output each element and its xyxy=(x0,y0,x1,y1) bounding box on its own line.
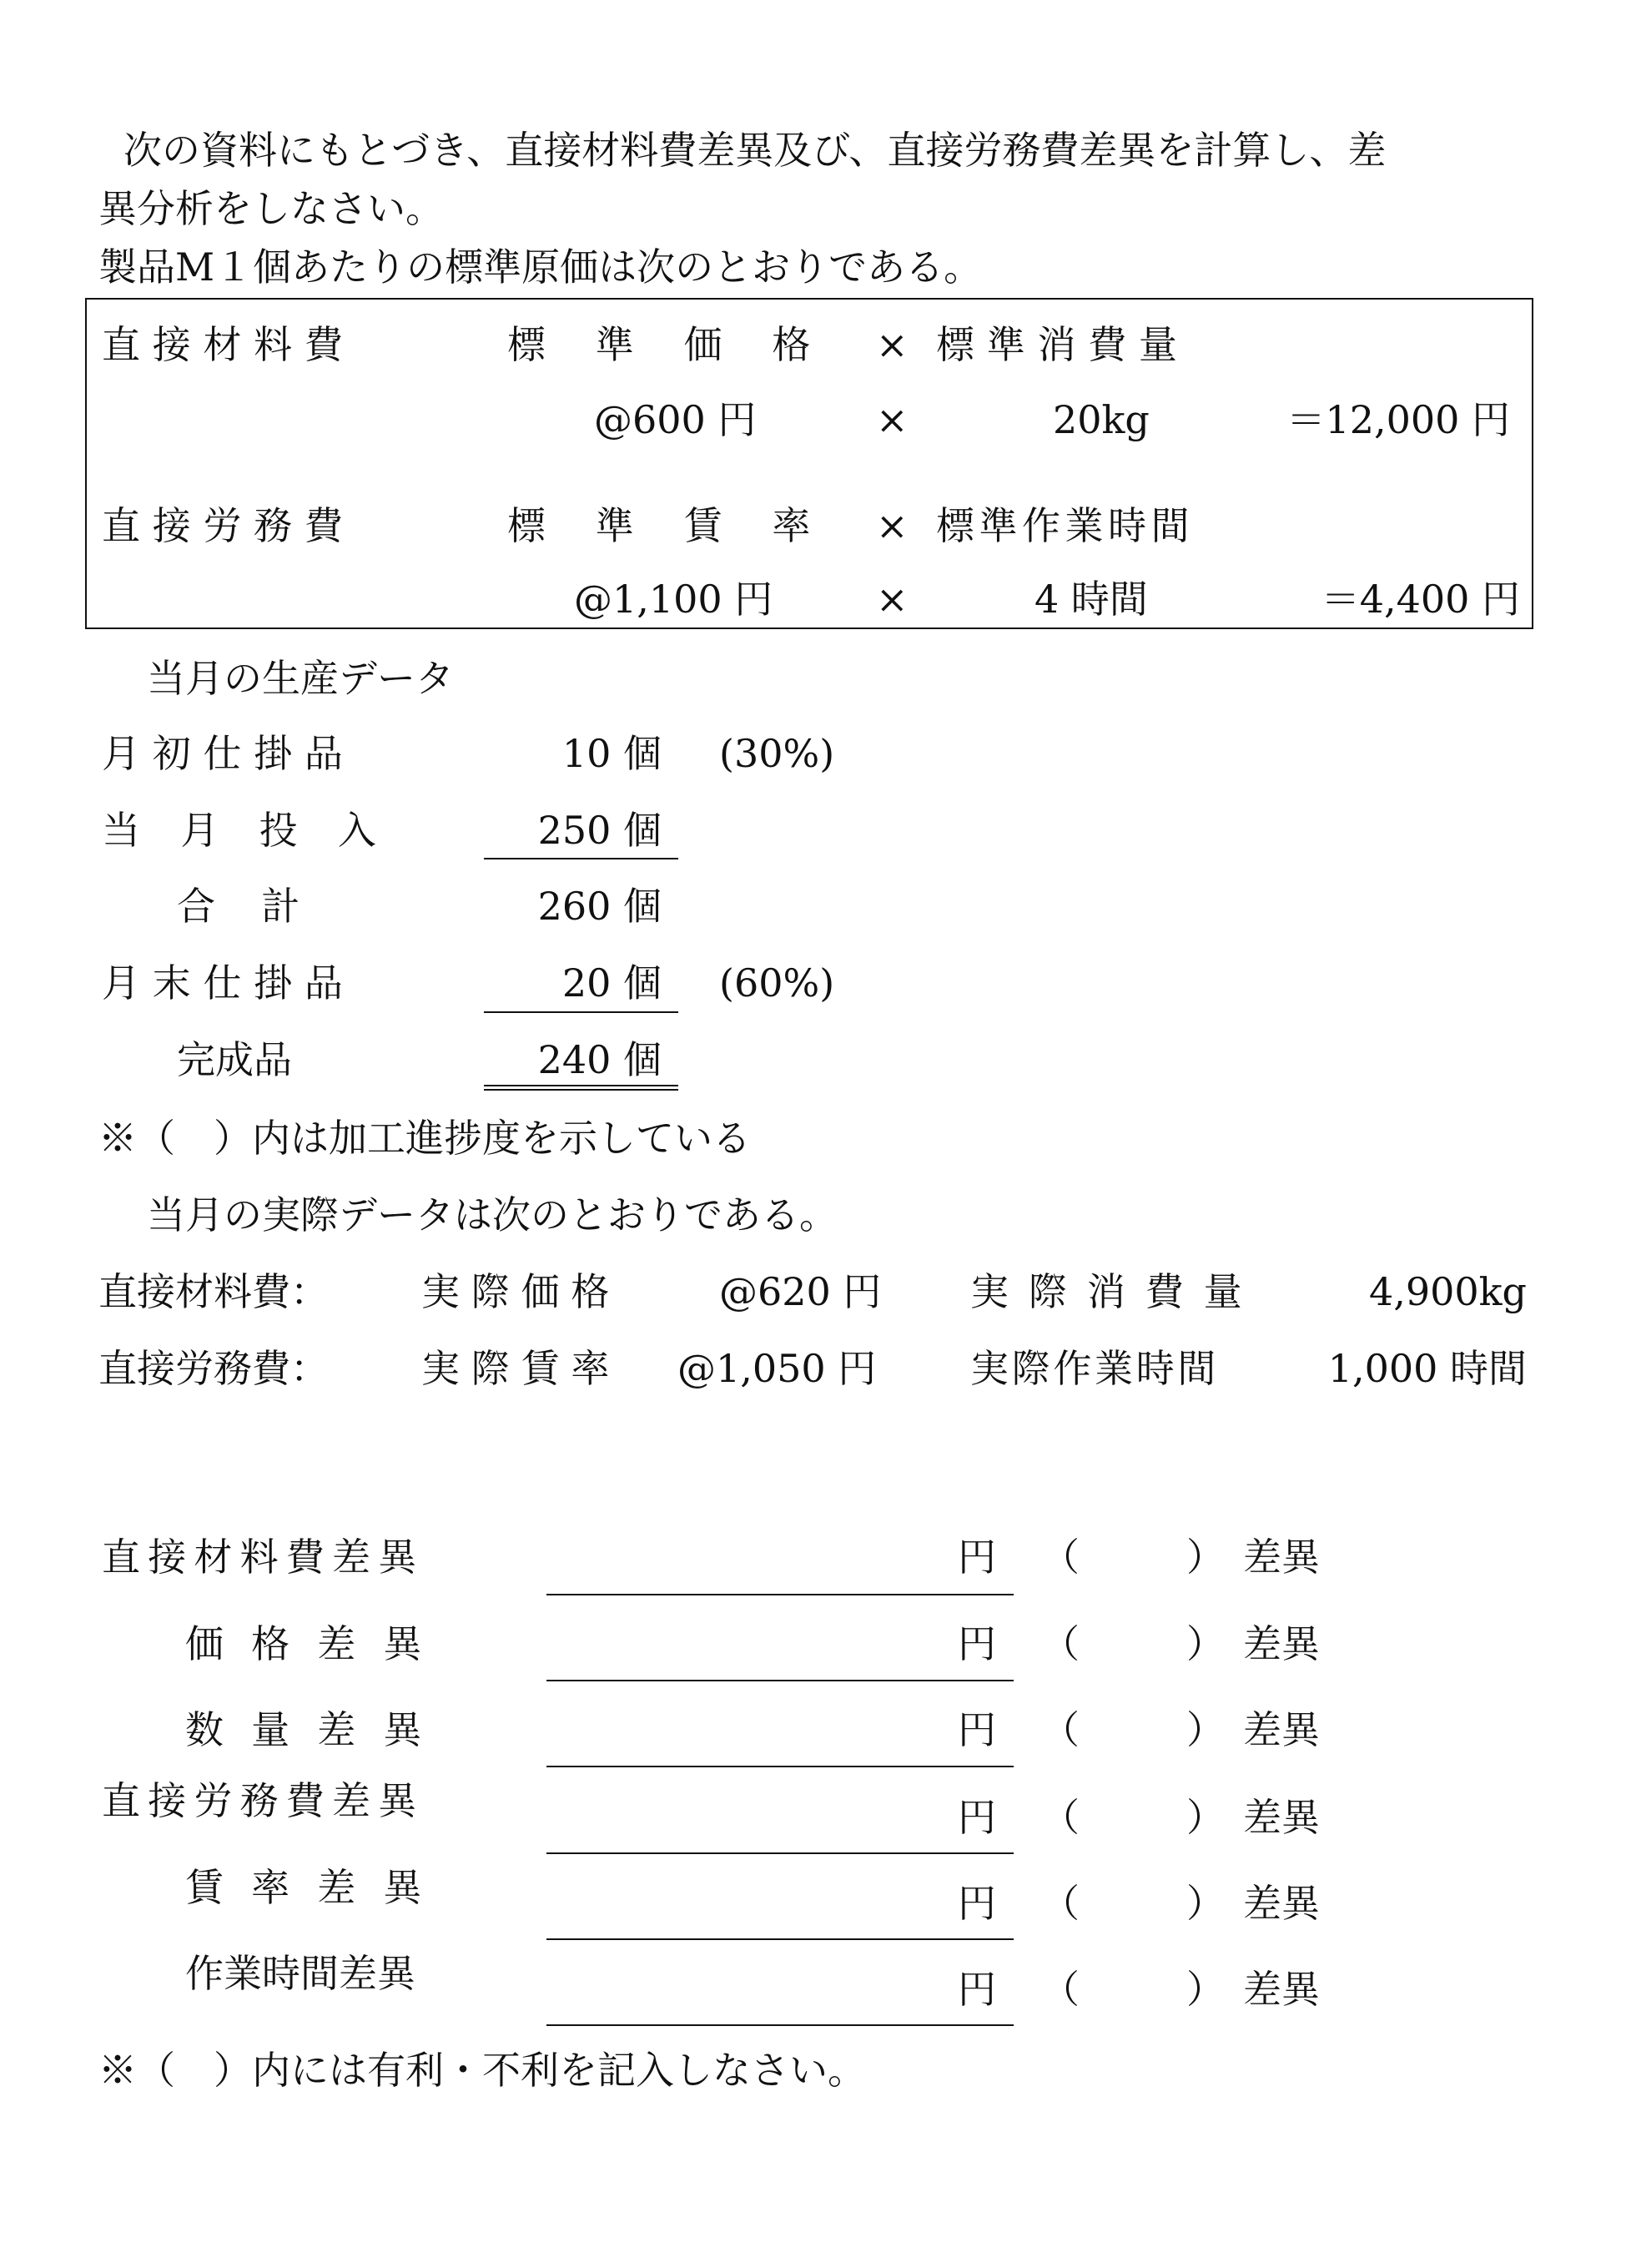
answer-paren-close-rate-variance: ） xyxy=(1186,1881,1225,1926)
answer-paren-open-material-variance: （ xyxy=(1041,1535,1080,1580)
actual-labor-rate: @1,050 円 xyxy=(677,1346,877,1391)
std-labor-hours: 4 時間 xyxy=(1034,577,1148,622)
production-value-input: 250 個 xyxy=(537,808,662,853)
actual-labor-label: 直接労務費： xyxy=(98,1346,329,1391)
answer-suffix-material-variance: 差異 xyxy=(1243,1535,1320,1580)
intro-line-2: 異分析をしなさい。 xyxy=(98,186,444,231)
answer-paren-close-material-variance: ） xyxy=(1186,1535,1225,1580)
std-labor-times: × xyxy=(876,577,909,622)
intro-line-3: 製品M１個あたりの標準原価は次のとおりである。 xyxy=(98,244,983,290)
answer-suffix-labor-variance: 差異 xyxy=(1243,1795,1320,1840)
production-label-begin-wip: 月初仕掛品 xyxy=(102,731,355,776)
answer-suffix-price-variance: 差異 xyxy=(1243,1621,1320,1666)
std-labor-hours-header: 標準作業時間 xyxy=(936,503,1195,548)
production-footnote: ※（ ）内は加工進捗度を示している xyxy=(98,1116,751,1161)
answer-label-price-variance: 価格差異 xyxy=(185,1621,450,1666)
std-material-times-header: × xyxy=(876,322,909,367)
answer-paren-close-hours-variance: ） xyxy=(1186,1967,1225,2012)
answer-paren-open-price-variance: （ xyxy=(1041,1621,1080,1666)
answer-label-labor-variance: 直接労務費差異 xyxy=(102,1778,425,1823)
answer-unit-hours-variance: 円 xyxy=(958,1967,996,2012)
production-label-finished: 完成品 xyxy=(177,1037,292,1082)
production-finished-rule xyxy=(484,1011,678,1013)
intro-line-1: 次の資料にもとづき、直接材料費差異及び、直接労務費差異を計算し、差 xyxy=(123,128,1387,173)
std-material-price-header: 標準価格 xyxy=(507,322,861,367)
answer-unit-labor-variance: 円 xyxy=(958,1795,996,1840)
production-value-end-wip: 20 個 xyxy=(561,960,662,1005)
actual-labor-hours-label: 実際作業時間 xyxy=(970,1346,1220,1391)
answer-footnote: ※（ ）内には有利・不利を記入しなさい。 xyxy=(98,2048,866,2093)
answer-unit-quantity-variance: 円 xyxy=(958,1707,996,1752)
std-material-total: ＝12,000 円 xyxy=(1286,397,1510,442)
answer-blank-hours-variance[interactable] xyxy=(546,2024,1014,2026)
actual-labor-hours: 1,000 時間 xyxy=(1327,1346,1527,1391)
production-value-finished: 240 個 xyxy=(537,1037,662,1082)
production-label-end-wip: 月末仕掛品 xyxy=(102,960,355,1005)
answer-suffix-hours-variance: 差異 xyxy=(1243,1967,1320,2012)
production-label-input: 当月投入 xyxy=(102,808,417,853)
answer-unit-material-variance: 円 xyxy=(958,1535,996,1580)
actual-labor-rate-label: 実際賃率 xyxy=(421,1346,622,1391)
answer-blank-price-variance[interactable] xyxy=(546,1680,1014,1681)
std-labor-total: ＝4,400 円 xyxy=(1321,577,1520,622)
production-value-total: 260 個 xyxy=(537,884,662,929)
std-labor-rate-header: 標準賃率 xyxy=(507,503,861,548)
answer-paren-close-quantity-variance: ） xyxy=(1186,1707,1225,1752)
std-material-times: × xyxy=(876,397,909,442)
answer-paren-open-quantity-variance: （ xyxy=(1041,1707,1080,1752)
answer-suffix-quantity-variance: 差異 xyxy=(1243,1707,1320,1752)
std-material-price: @600 円 xyxy=(594,397,757,442)
answer-blank-quantity-variance[interactable] xyxy=(546,1766,1014,1767)
answer-paren-open-labor-variance: （ xyxy=(1041,1795,1080,1840)
answer-paren-close-price-variance: ） xyxy=(1186,1621,1225,1666)
actual-material-label: 直接材料費： xyxy=(98,1269,329,1314)
answer-paren-open-hours-variance: （ xyxy=(1041,1967,1080,2012)
answer-suffix-rate-variance: 差異 xyxy=(1243,1881,1320,1926)
std-material-qty-header: 標準消費量 xyxy=(936,322,1190,367)
answer-paren-open-rate-variance: （ xyxy=(1041,1881,1080,1926)
answer-unit-rate-variance: 円 xyxy=(958,1881,996,1926)
std-material-label: 直接材料費 xyxy=(102,322,355,367)
answer-label-rate-variance: 賃率差異 xyxy=(185,1865,450,1910)
production-title: 当月の生産データ xyxy=(147,656,454,701)
std-labor-label: 直接労務費 xyxy=(102,503,355,548)
production-finished-double-rule xyxy=(484,1085,678,1091)
answer-blank-rate-variance[interactable] xyxy=(546,1938,1014,1940)
std-material-qty: 20kg xyxy=(1053,397,1150,442)
production-subtotal-rule xyxy=(484,858,678,859)
production-note-end-wip: (60%) xyxy=(719,960,835,1005)
actual-title: 当月の実際データは次のとおりである。 xyxy=(147,1192,838,1237)
answer-label-material-variance: 直接材料費差異 xyxy=(102,1535,425,1580)
answer-unit-price-variance: 円 xyxy=(958,1621,996,1666)
std-labor-rate: @1,100 円 xyxy=(574,577,773,622)
answer-label-quantity-variance: 数量差異 xyxy=(185,1707,450,1752)
answer-blank-labor-variance[interactable] xyxy=(546,1852,1014,1854)
production-label-total: 合計 xyxy=(177,884,346,929)
production-value-begin-wip: 10 個 xyxy=(561,731,662,776)
answer-blank-material-variance[interactable] xyxy=(546,1594,1014,1595)
actual-material-price: @620 円 xyxy=(719,1269,882,1314)
production-note-begin-wip: (30%) xyxy=(719,731,835,776)
actual-material-price-label: 実際価格 xyxy=(421,1269,622,1314)
actual-material-qty-label: 実際消費量 xyxy=(970,1269,1262,1314)
std-labor-times-header: × xyxy=(876,503,909,548)
answer-label-hours-variance: 作業時間差異 xyxy=(185,1951,415,1996)
actual-material-qty: 4,900kg xyxy=(1368,1269,1527,1314)
answer-paren-close-labor-variance: ） xyxy=(1186,1795,1225,1840)
